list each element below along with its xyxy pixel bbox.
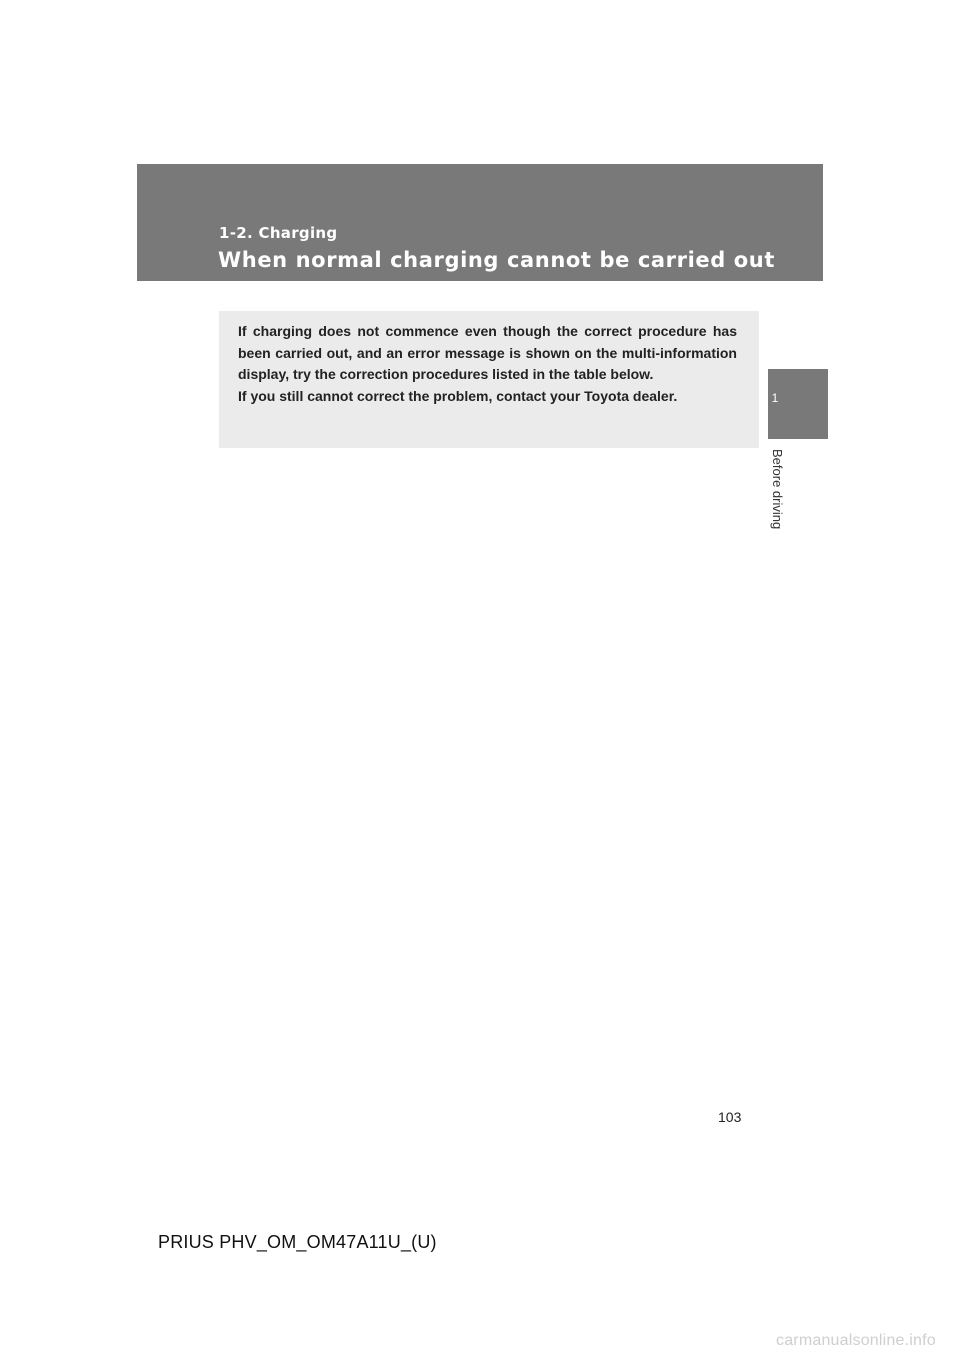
- page-title: When normal charging cannot be carried out: [218, 248, 775, 272]
- chapter-number: 1: [771, 391, 779, 405]
- intro-box: [219, 311, 759, 448]
- intro-contact-text: If you still cannot correct the problem, contact your Toyota dealer.: [238, 387, 678, 404]
- chapter-name: [767, 449, 787, 539]
- chapter-tab[interactable]: [768, 369, 828, 439]
- header-band: [137, 164, 823, 281]
- watermark: carmanualsonline.info: [776, 1332, 936, 1349]
- section-label: 1-2. Charging: [219, 224, 338, 242]
- intro-text: If charging does not commence even though the correct procedure has been carried out, and an error message is shown on the multi-information display, try the correction procedures listed in the table below.: [238, 323, 737, 382]
- document-code: PRIUS PHV_OM_OM47A11U_(U): [158, 1232, 437, 1252]
- page-number: 103: [718, 1109, 742, 1125]
- chapter-name-label: Before driving: [770, 449, 785, 530]
